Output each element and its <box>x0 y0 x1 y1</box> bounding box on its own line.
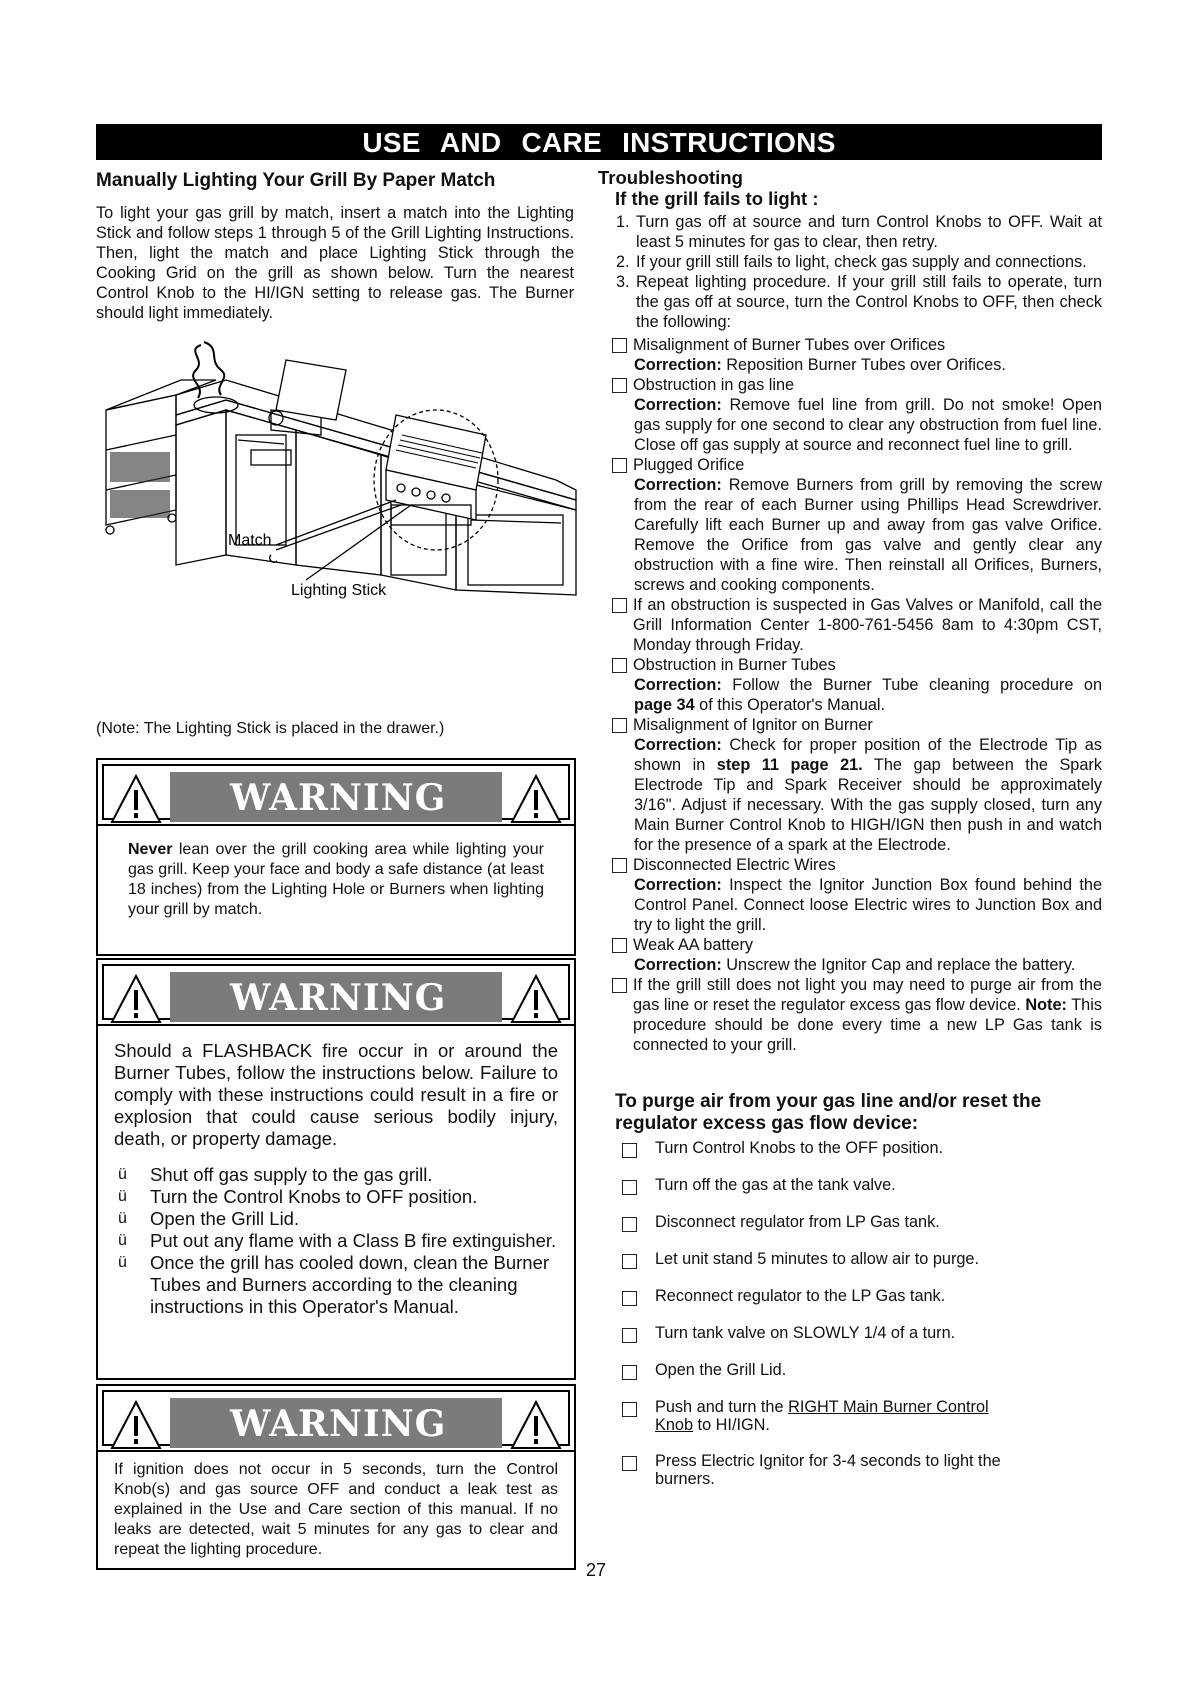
purge-heading: To purge air from your gas line and/or reset the regulator excess gas flow device: <box>615 1091 1042 1134</box>
checkbox-icon <box>622 1180 637 1195</box>
check-item: Obstruction in gas line <box>598 375 1102 395</box>
ignition-warning-text: If ignition does not occur in 5 seconds, turn the Control Knob(s) and gas source OFF and conduct a leak test as explained in the Use and Care section of this manual. If no leaks are detected, wait 5 minutes for any gas to clear and repeat the lighting procedure. <box>114 1461 558 1558</box>
warning-box-1 <box>96 758 576 956</box>
checklist <box>598 335 1102 1055</box>
checkbox-icon <box>612 858 627 873</box>
warning-label: WARNING <box>170 1398 502 1448</box>
warning-label: WARNING <box>170 972 502 1022</box>
left-section-heading: Manually Lighting Your Grill By Paper Match <box>96 170 496 191</box>
check-item: Weak AA battery <box>598 935 1102 955</box>
warning-triangle-icon <box>110 1400 162 1450</box>
match-label: Match <box>228 532 272 549</box>
checkbox-icon <box>622 1328 637 1343</box>
checkbox-icon <box>612 458 627 473</box>
warning-box-3 <box>96 1384 576 1570</box>
checkbox-icon <box>622 1291 637 1306</box>
checkbox-icon <box>622 1143 637 1158</box>
list-item: Let unit stand 5 minutes to allow air to purge. <box>622 1250 1102 1269</box>
checkbox-icon <box>612 978 627 993</box>
list-item: ü Put out any flame with a Class B fire extinguisher. <box>118 1230 557 1251</box>
list-item: 1. Turn gas off at source and turn Control Knobs to OFF. Wait at least 5 minutes for gas to clear, then retry. <box>616 213 1102 251</box>
warning-triangle-icon <box>110 774 162 824</box>
list-item: Turn Control Knobs to the OFF position. <box>622 1139 1102 1158</box>
checkbox-icon <box>612 658 627 673</box>
check-item: Plugged Orifice <box>598 455 1102 475</box>
flashback-steps <box>118 1164 558 1318</box>
correction-text: Correction: Reposition Burner Tubes over Orifices. <box>634 356 1006 374</box>
correction-text: Correction: Remove fuel line from grill. Do not smoke! Open gas supply for one second to clear any obstruction from fuel line. Close off gas supply at source and reconnect fuel line to grill. <box>634 396 1102 454</box>
list-item: ü Open the Grill Lid. <box>118 1208 300 1229</box>
grill-illustration <box>96 340 596 660</box>
checkbox-icon <box>622 1456 637 1471</box>
list-item: Open the Grill Lid. <box>622 1361 1102 1380</box>
list-item: Press Electric Ignitor for 3-4 seconds to light the burners. <box>622 1452 1042 1488</box>
troubleshooting-steps <box>616 212 1102 332</box>
checkbox-icon <box>622 1402 637 1417</box>
list-item: Turn off the gas at the tank valve. <box>622 1176 1102 1195</box>
warning-triangle-icon <box>510 774 562 824</box>
purge-steps <box>598 1139 1102 1488</box>
warning-triangle-icon <box>510 1400 562 1450</box>
check-item: Disconnected Electric Wires <box>598 855 1102 875</box>
list-item: 2. If your grill still fails to light, check gas supply and connections. <box>616 253 1087 271</box>
list-item: 3. Repeat lighting procedure. If your grill still fails to operate, turn the gas off at source, turn the Control Knobs to OFF, then check the following: <box>616 273 1102 331</box>
list-item: ü Once the grill has cooled down, clean the Burner Tubes and Burners according to the cleaning instructions in this Operator's Manual. <box>118 1252 550 1317</box>
flashback-warning-text: Should a FLASHBACK fire occur in or around the Burner Tubes, follow the instructions below. Failure to comply with these instructions could result in a fire or explosion that could cause serious bodily injury, death, or property damage. <box>114 1040 558 1149</box>
list-item: Reconnect regulator to the LP Gas tank. <box>622 1287 1102 1306</box>
checkbox-icon <box>612 378 627 393</box>
check-item: Misalignment of Burner Tubes over Orifices <box>598 335 1102 355</box>
check-item: If an obstruction is suspected in Gas Valves or Manifold, call the Grill Information Center 1-800-761-5456 8am to 4:30pm CST, Monday through Friday. <box>598 595 1102 655</box>
lighting-stick-label: Lighting Stick <box>291 582 387 599</box>
checkbox-icon <box>622 1217 637 1232</box>
check-item: Obstruction in Burner Tubes <box>598 655 1102 675</box>
page-title-banner: USE AND CARE INSTRUCTIONS <box>96 124 1102 160</box>
warning-label: WARNING <box>170 772 502 822</box>
correction-text: Correction: Check for proper position of the Electrode Tip as shown in step 11 page 21. The gap between the Spark Electrode Tip and Spark Receiver should be approximately 3/16". Adjust if necessary. With the gas supply closed, turn any Main Burner Control Knob to HIGH/IGN then push in and watch for the presence of a spark at the Electrode. <box>634 736 1102 854</box>
lighting-intro-text: To light your gas grill by match, insert a match into the Lighting Stick and follow steps 1 through 5 of the Grill Lighting Instructions. Then, light the match and place Lighting Stick through the Cooking Grid on the grill as shown below. Turn the nearest Control Knob to the HI/IGN setting to release gas. The Burner should light immediately. <box>96 204 574 322</box>
correction-text: Correction: Unscrew the Ignitor Cap and replace the battery. <box>634 956 1076 974</box>
list-item: Push and turn the RIGHT Main Burner Control Knob to HI/IGN. <box>622 1398 1042 1434</box>
checkbox-icon <box>612 718 627 733</box>
check-item: If the grill still does not light you may need to purge air from the gas line or reset the regulator excess gas flow device. Note: This procedure should be done every time a new LP Gas tank is connected to your grill. <box>598 975 1102 1055</box>
troubleshooting-heading: Troubleshooting <box>598 167 743 188</box>
list-item: Disconnect regulator from LP Gas tank. <box>622 1213 1102 1232</box>
checkbox-icon <box>612 598 627 613</box>
checkbox-icon <box>622 1365 637 1380</box>
correction-text: Correction: Inspect the Ignitor Junction Box found behind the Control Panel. Connect loose Electric wires to Junction Box and try to light the grill. <box>634 876 1102 934</box>
warning-1-text: Never lean over the grill cooking area while lighting your gas grill. Keep your face and body a safe distance (at least 18 inches) from the Lighting Hole or Burners when lighting your grill by match. <box>128 841 544 918</box>
list-item: ü Shut off gas supply to the gas grill. <box>118 1164 433 1185</box>
page-number: 27 <box>586 1560 607 1580</box>
warning-triangle-icon <box>510 974 562 1024</box>
list-item: Turn tank valve on SLOWLY 1/4 of a turn. <box>622 1324 1102 1343</box>
checkbox-icon <box>612 338 627 353</box>
checkbox-icon <box>612 938 627 953</box>
fails-to-light-subheading: If the grill fails to light : <box>615 188 819 209</box>
troubleshooting-column <box>598 168 1102 1488</box>
checkbox-icon <box>622 1254 637 1269</box>
warning-box-2 <box>96 958 576 1380</box>
lighting-stick-note: (Note: The Lighting Stick is placed in the drawer.) <box>96 720 445 737</box>
correction-text: Correction: Follow the Burner Tube cleaning procedure on page 34 of this Operator's Manual. <box>634 676 1102 714</box>
check-item: Misalignment of Ignitor on Burner <box>598 715 1102 735</box>
warning-triangle-icon <box>110 974 162 1024</box>
correction-text: Correction: Remove Burners from grill by removing the screw from the rear of each Burner using Phillips Head Screwdriver. Carefully lift each Burner up and away from gas valve Orifice. Remove the Orifice from gas valve and gently clear any obstruction with a fine wire. Then reinstall all Orifices, Burners, screws and cooking components. <box>634 476 1102 594</box>
list-item: ü Turn the Control Knobs to OFF position. <box>118 1186 478 1207</box>
